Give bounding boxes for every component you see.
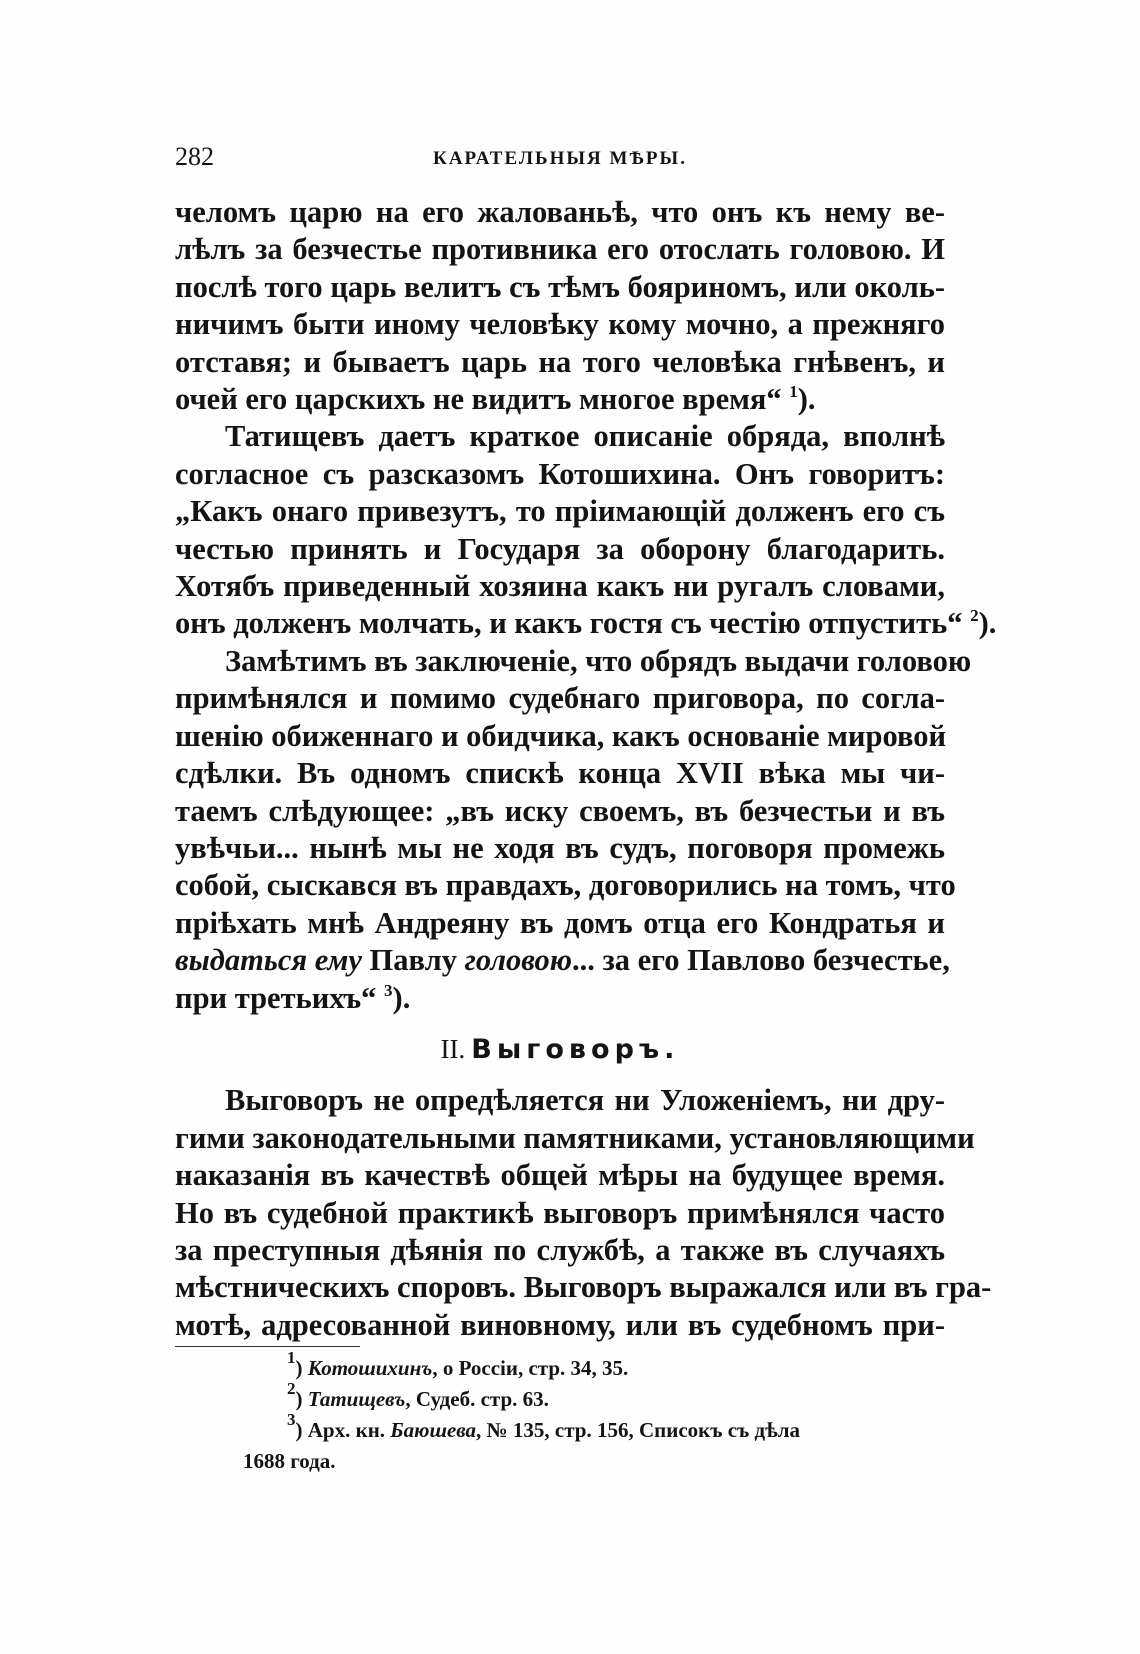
text-line [175, 942, 950, 979]
text-line [175, 381, 945, 418]
text-fragment: ). [978, 606, 997, 641]
footnote-ref: 3 [384, 980, 393, 1000]
text-fragment: Павлу [361, 943, 465, 978]
text-line: Хотябъ приведенный хозяина какъ ни ругалъ словами, [175, 569, 945, 604]
text-line: честью принять и Государя за оборону благодарить. [175, 531, 945, 566]
text-line: ничимъ быти иному человѣку кому мочно, а прежняго [175, 307, 945, 342]
paragraph-4 [175, 1082, 992, 1344]
footnotes [175, 1348, 945, 1477]
text-line: согласное съ разсказомъ Котошихина. Онъ говоритъ: [175, 456, 945, 491]
footnote-text: , № 135, стр. 156, Списокъ съ дѣла [476, 1418, 801, 1442]
text-fragment: ... за его Павлово безчестье, [571, 943, 950, 978]
text-fragment: при третьихъ“ [175, 980, 377, 1015]
italic-fragment: выдаться ему [175, 943, 362, 978]
footnote-mark: 1 [287, 1348, 296, 1367]
text-line: Но въ судебной практикѣ выговоръ примѣнялся часто [175, 1195, 945, 1230]
text-line: таемъ слѣдующее: „въ иску своемъ, въ безчестьи и въ [175, 793, 945, 828]
italic-fragment: головою [464, 943, 572, 978]
footnote-divider [175, 1346, 360, 1347]
text-line: отставя; и бываетъ царь на того человѣка гнѣвенъ, и [175, 344, 945, 379]
footnote-mark: 2 [287, 1379, 296, 1398]
text-line [175, 980, 945, 1017]
paragraph-2 [175, 418, 997, 642]
text-line: собой, сыскався въ правдахъ, договорились на томъ, что [175, 868, 956, 903]
paragraph-3 [175, 643, 972, 1017]
footnote-continuation: 1688 года. [243, 1449, 336, 1473]
text-fragment: ). [797, 382, 816, 417]
text-line: шенію обиженнаго и обидчика, какъ основаніе мировой [175, 718, 947, 753]
footnote-ref: 2 [970, 606, 979, 626]
footnote-author: Котошихинъ [307, 1356, 433, 1380]
text-line: сдѣлки. Въ одномъ спискѣ конца XVII вѣка мы чи- [175, 756, 945, 791]
footnote: $^2$) Татищевъ, Судеб. стр. 63. [287, 1379, 549, 1411]
text-fragment: ). [392, 980, 411, 1015]
text-fragment: онъ долженъ молчать, и какъ гостя съ честію отпустить“ [175, 606, 963, 641]
footnote-text: , Судеб. стр. 63. [405, 1387, 549, 1411]
text-line: лѣлъ за безчестье противника его отослать головою. И [175, 232, 945, 267]
footnote-author: Татищевъ [307, 1387, 406, 1411]
text-line [175, 605, 997, 642]
text-line: примѣнялся и помимо судебнаго приговора, по согла- [175, 681, 945, 716]
section-numeral: II. [440, 1033, 466, 1064]
text-line: гими законодательными памятниками, установляющими [175, 1120, 975, 1155]
footnote: $^3$) Арх. кн. Баюшева, № 135, стр. 156, Списокъ съ дѣла [287, 1410, 801, 1442]
text-line: челомъ царю на его жалованьѣ, что онъ къ нему ве- [175, 195, 945, 229]
section-title: Выговоръ. [471, 1033, 680, 1065]
footnote: $^1$) Котошихинъ, о Россіи, стр. 34, 35. [287, 1348, 629, 1380]
footnote-author: Баюшева [390, 1418, 477, 1442]
footnote-mark: 3 [287, 1410, 296, 1429]
text-line: послѣ того царь велитъ съ тѣмъ бояриномъ, или околь- [175, 269, 945, 304]
page-body [175, 194, 997, 1344]
text-fragment: очей его царскихъ не видитъ многое время“ [175, 382, 782, 417]
text-line: пріѣхать мнѣ Андреяну въ домъ отца его Кондратья и [175, 905, 945, 940]
text-line: „Какъ онаго привезутъ, то пріимающій долженъ его съ [175, 494, 945, 529]
section-heading [175, 1031, 945, 1068]
text-line: Замѣтимъ въ заключеніе, что обрядъ выдачи головою [225, 643, 972, 678]
page-number: 282 [175, 142, 214, 171]
text-line: за преступныя дѣянія по службѣ, а также въ случаяхъ [175, 1232, 945, 1267]
footnote-text: , о Россіи, стр. 34, 35. [432, 1356, 629, 1380]
text-line: наказанія въ качествѣ общей мѣры на будущее время. [175, 1158, 945, 1193]
paragraph-1 [175, 194, 945, 418]
text-line: Выговоръ не опредѣляется ни Уложеніемъ, ни дру- [225, 1083, 945, 1118]
running-title: КАРАТЕЛЬНЫЯ МѢРЫ. [433, 148, 687, 169]
footnote-prefix: Арх. кн. [307, 1418, 391, 1442]
text-line: Татищевъ даетъ краткое описаніе обряда, вполнѣ [225, 419, 945, 454]
text-line: увѣчьи... нынѣ мы не ходя въ судъ, поговоря промежь [175, 830, 945, 865]
footnote-ref: 1 [789, 382, 798, 402]
text-line: мѣстническихъ споровъ. Выговоръ выражался или въ гра- [175, 1270, 992, 1305]
text-line: мотѣ, адресованной виновному, или въ судебномъ при- [175, 1307, 945, 1342]
